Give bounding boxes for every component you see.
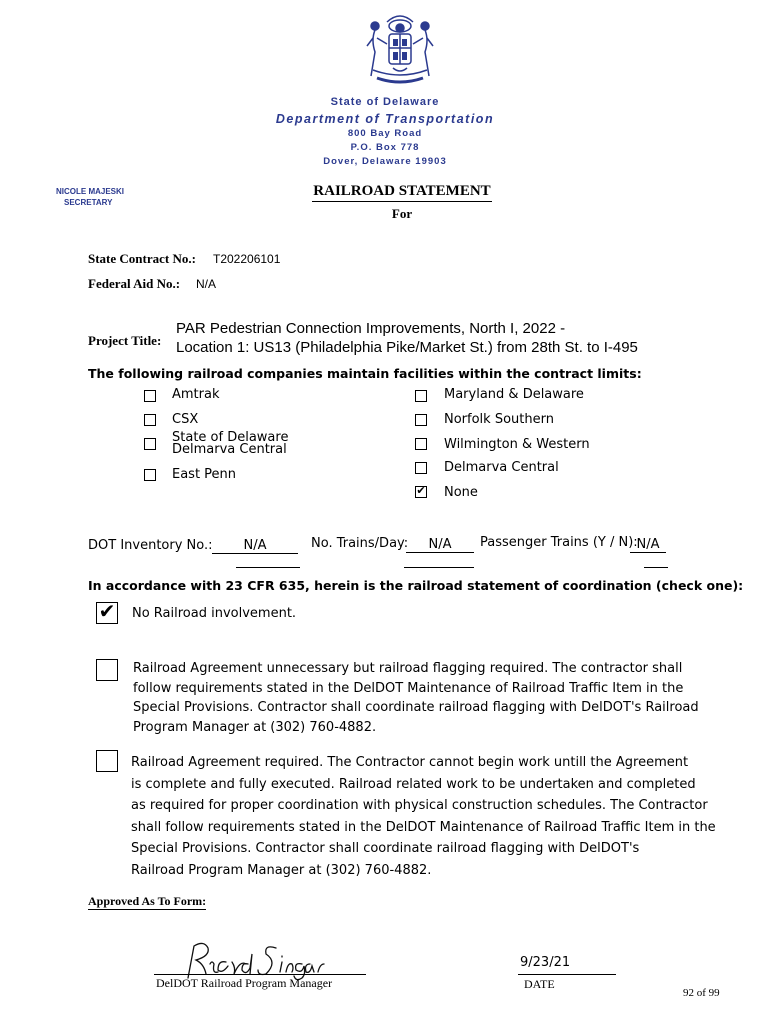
state-name: State of Delaware (330, 96, 440, 108)
federal-value: N/A (196, 277, 217, 291)
option-no-involvement-text: No Railroad involvement. (132, 606, 297, 621)
department-name: Department of Transportation (275, 112, 495, 126)
passenger-trains-value: N/A (630, 537, 666, 553)
checkbox-amtrak[interactable] (144, 390, 156, 402)
label-state-of-delaware-line1: State of Delaware (172, 430, 289, 445)
option-flagging-line: Program Manager at (302) 760-4882. (133, 719, 377, 735)
project-label: Project Title: (88, 333, 162, 348)
signer-title: DelDOT Railroad Program Manager (156, 976, 333, 990)
address-line-3: Dover, Delaware 19903 (323, 156, 447, 167)
label-east-penn: East Penn (172, 467, 237, 482)
project-line-1: PAR Pedestrian Connection Improvements, North I, 2022 - (176, 320, 566, 337)
option-flagging-text (133, 659, 699, 737)
dot-inventory-underline (236, 567, 300, 568)
checkbox-east-penn[interactable] (144, 469, 156, 481)
checkbox-wilmington-western[interactable] (415, 438, 427, 450)
label-delmarva-central: Delmarva Central (444, 460, 559, 475)
trains-per-day-label: No. Trains/Day: (311, 536, 409, 551)
option-flagging-line: follow requirements stated in the DelDOT Maintenance of Railroad Traffic Item in the (133, 680, 684, 696)
label-maryland-delaware: Maryland & Delaware (444, 387, 584, 402)
option-flagging-line: Railroad Agreement unnecessary but railroad flagging required. The contractor shall (133, 661, 683, 676)
contract-label: State Contract No.: (88, 251, 196, 266)
dot-inventory-value: N/A (212, 538, 298, 554)
option-agreement-text (131, 752, 716, 881)
label-state-of-delaware (172, 432, 288, 456)
label-csx: CSX (172, 412, 199, 427)
checkmark-icon: ✔ (98, 601, 116, 623)
checkbox-csx[interactable] (144, 414, 156, 426)
project-line-2: Location 1: US13 (Philadelphia Pike/Market St.) from 28th St. to I-495 (176, 339, 638, 356)
railroads-heading: The following railroad companies maintain facilities within the contract limits: (88, 366, 642, 381)
date-line (518, 974, 616, 975)
checkbox-state-of-delaware[interactable] (144, 438, 156, 450)
checkmark-icon: ✔ (416, 485, 426, 497)
label-wilmington-western: Wilmington & Western (444, 437, 590, 452)
checkbox-none[interactable] (415, 486, 427, 498)
address-line-1: 800 Bay Road (347, 128, 423, 139)
trains-per-day-underline (404, 567, 474, 568)
checkbox-delmarva-central[interactable] (415, 462, 427, 474)
page-number: 92 of 99 (683, 987, 720, 999)
date-label: DATE (524, 977, 555, 991)
option-agreement-line: Railroad Program Manager at (302) 760-4882. (131, 862, 432, 878)
secretary-name: NICOLE MAJESKI (56, 187, 125, 196)
federal-label: Federal Aid No.: (88, 276, 181, 291)
coordination-heading: In accordance with 23 CFR 635, herein is the railroad statement of coordination (check one): (88, 578, 744, 593)
option-agreement-line: as required for proper coordination with physical construction schedules. The Contractor (131, 798, 708, 813)
label-state-of-delaware-line2: Delmarva Central (172, 442, 287, 457)
option-agreement-line: shall follow requirements stated in the DelDOT Maintenance of Railroad Traffic Item in the (131, 819, 716, 835)
secretary-title: SECRETARY (64, 198, 113, 207)
delaware-state-seal-icon (357, 8, 443, 92)
dot-inventory-label: DOT Inventory No.: (88, 538, 213, 553)
label-amtrak: Amtrak (172, 387, 220, 402)
trains-per-day-value: N/A (406, 537, 474, 553)
label-none: None (444, 485, 478, 500)
option-flagging-line: Special Provisions. Contractor shall coordinate railroad flagging with DelDOT's Railroad (133, 700, 699, 715)
signature-line (154, 974, 366, 975)
address-line-2: P.O. Box 778 (350, 142, 420, 153)
passenger-trains-underline (644, 567, 668, 568)
option-agreement-line: is complete and fully executed. Railroad related work to be undertaken and completed (131, 776, 696, 792)
passenger-trains-label: Passenger Trains (Y / N): (480, 535, 638, 550)
page-title: RAILROAD STATEMENT (312, 183, 492, 202)
contract-value: T202206101 (213, 252, 281, 266)
page-subtitle: For (391, 206, 413, 221)
approved-label: Approved As To Form: (88, 894, 207, 908)
checkbox-no-involvement[interactable] (96, 602, 118, 624)
checkbox-norfolk-southern[interactable] (415, 414, 427, 426)
checkbox-agreement-required[interactable] (96, 750, 118, 772)
option-agreement-line: Railroad Agreement required. The Contractor cannot begin work untill the Agreement (131, 755, 689, 770)
label-norfolk-southern: Norfolk Southern (444, 412, 554, 427)
checkbox-flagging-required[interactable] (96, 659, 118, 681)
date-value: 9/23/21 (520, 955, 571, 970)
checkbox-maryland-delaware[interactable] (415, 390, 427, 402)
option-agreement-line: Special Provisions. Contractor shall coordinate railroad flagging with DelDOT's (131, 841, 640, 856)
